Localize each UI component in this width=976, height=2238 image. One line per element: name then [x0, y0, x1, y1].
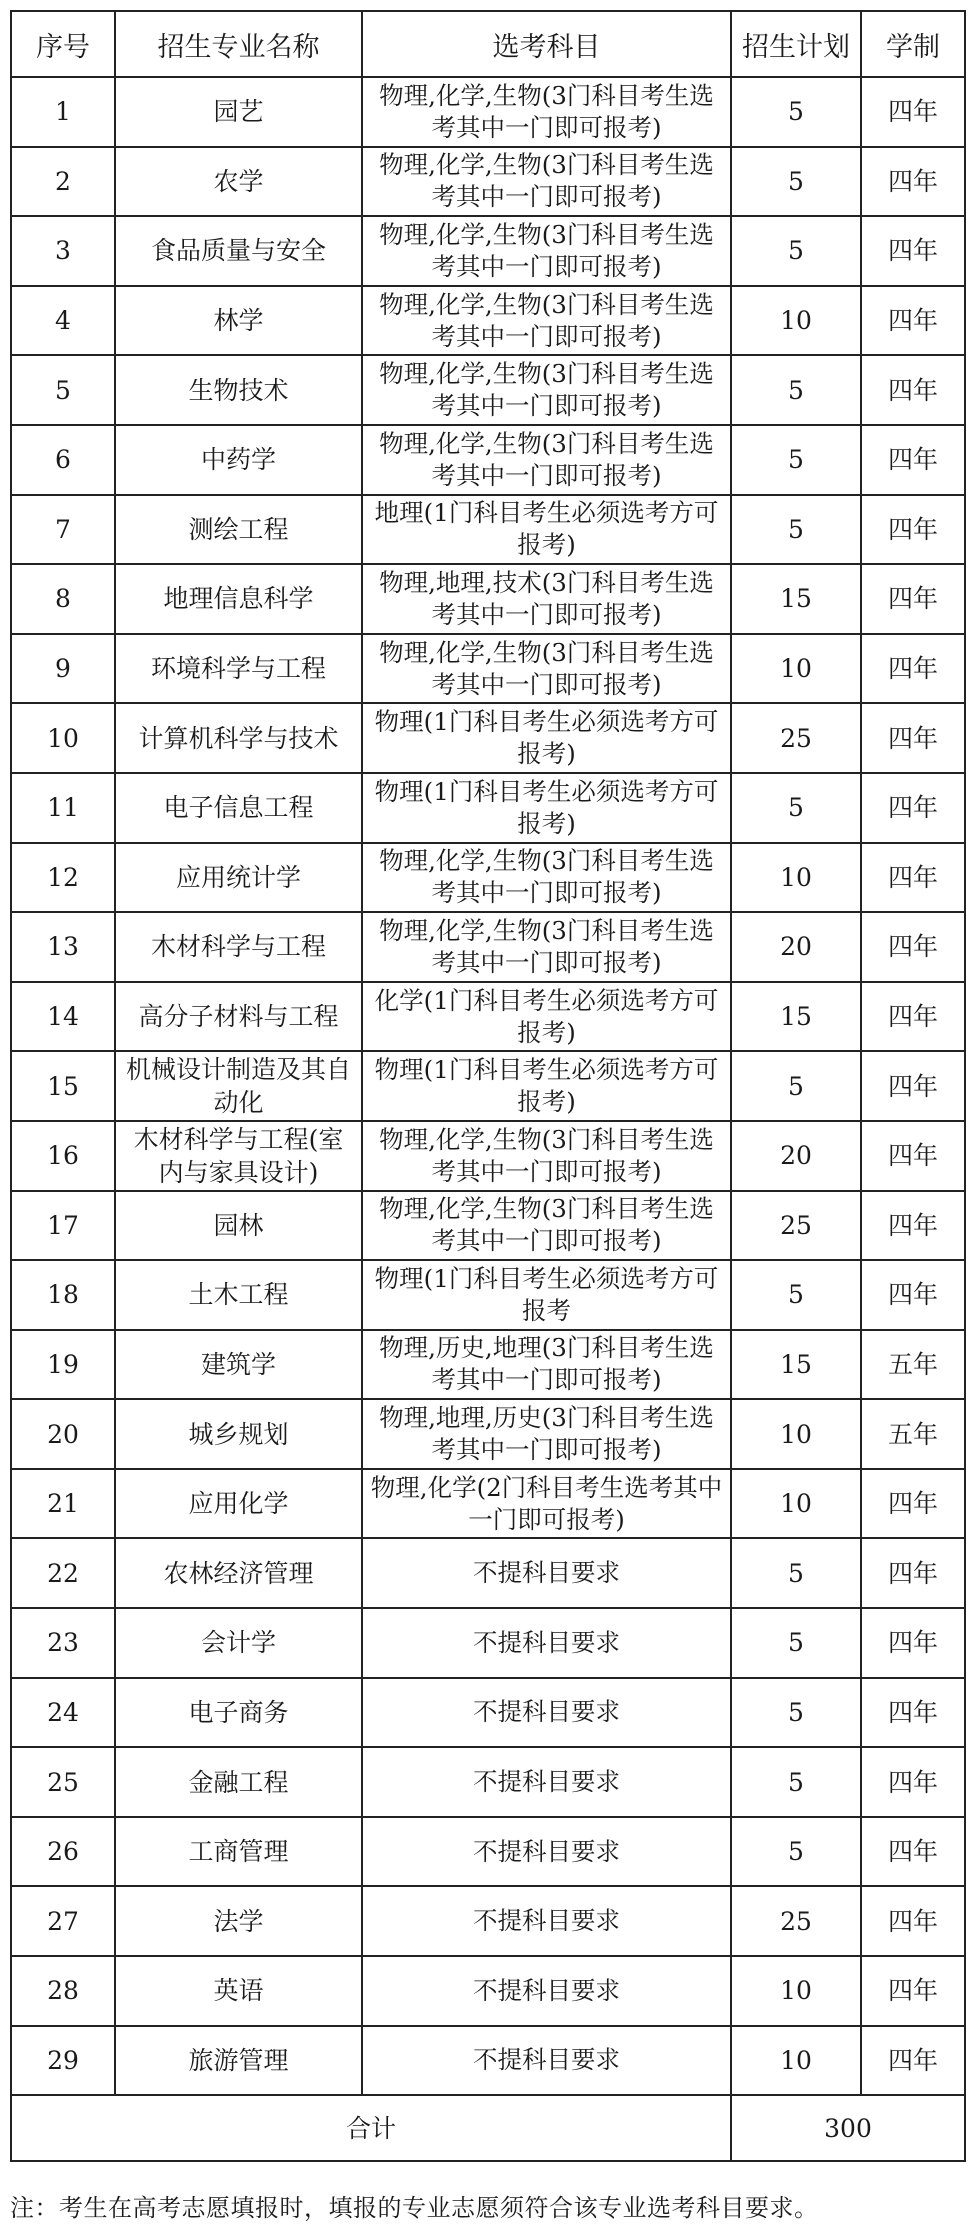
cell-plan: 25	[731, 703, 861, 773]
cell-no: 24	[11, 1678, 115, 1748]
cell-plan: 10	[731, 2026, 861, 2096]
header-subjects: 选考科目	[362, 11, 731, 77]
table-row	[11, 1886, 965, 1956]
cell-no: 6	[11, 425, 115, 495]
cell-plan: 5	[731, 1678, 861, 1748]
table-row	[11, 912, 965, 982]
cell-major: 高分子材料与工程	[115, 982, 362, 1052]
table-row	[11, 1678, 965, 1748]
cell-plan: 5	[731, 773, 861, 843]
table-row	[11, 703, 965, 773]
cell-plan: 5	[731, 1538, 861, 1608]
cell-duration: 四年	[861, 1886, 965, 1956]
cell-plan: 25	[731, 1886, 861, 1956]
cell-duration: 四年	[861, 147, 965, 217]
cell-duration: 四年	[861, 1051, 965, 1121]
cell-plan: 10	[731, 1469, 861, 1539]
table-row	[11, 2026, 965, 2096]
cell-subjects: 不提科目要求	[362, 1608, 731, 1678]
cell-plan: 10	[731, 843, 861, 913]
cell-no: 21	[11, 1469, 115, 1539]
cell-duration: 四年	[861, 1469, 965, 1539]
cell-duration: 四年	[861, 1191, 965, 1261]
cell-major: 法学	[115, 1886, 362, 1956]
cell-plan: 5	[731, 1608, 861, 1678]
cell-subjects: 物理,化学,生物(3门科目考生选考其中一门即可报考)	[362, 634, 731, 704]
cell-subjects: 物理,化学,生物(3门科目考生选考其中一门即可报考)	[362, 355, 731, 425]
cell-subjects: 物理(1门科目考生必须选考方可报考)	[362, 773, 731, 843]
cell-duration: 四年	[861, 1678, 965, 1748]
table-row	[11, 564, 965, 634]
cell-duration: 四年	[861, 425, 965, 495]
cell-subjects: 化学(1门科目考生必须选考方可报考)	[362, 982, 731, 1052]
cell-duration: 四年	[861, 773, 965, 843]
cell-duration: 四年	[861, 703, 965, 773]
total-value: 300	[731, 2095, 965, 2161]
cell-major: 计算机科学与技术	[115, 703, 362, 773]
table-row	[11, 1538, 965, 1608]
cell-subjects: 不提科目要求	[362, 1886, 731, 1956]
cell-subjects: 不提科目要求	[362, 1538, 731, 1608]
cell-major: 农林经济管理	[115, 1538, 362, 1608]
table-row	[11, 147, 965, 217]
cell-major: 生物技术	[115, 355, 362, 425]
cell-plan: 5	[731, 355, 861, 425]
cell-duration: 四年	[861, 286, 965, 356]
cell-no: 4	[11, 286, 115, 356]
cell-major: 环境科学与工程	[115, 634, 362, 704]
cell-subjects: 物理,化学,生物(3门科目考生选考其中一门即可报考)	[362, 1121, 731, 1191]
cell-plan: 25	[731, 1191, 861, 1261]
cell-duration: 四年	[861, 1538, 965, 1608]
cell-subjects: 不提科目要求	[362, 2026, 731, 2096]
cell-subjects: 物理(1门科目考生必须选考方可报考)	[362, 703, 731, 773]
table-row	[11, 1330, 965, 1400]
table-row	[11, 1956, 965, 2026]
cell-duration: 四年	[861, 355, 965, 425]
cell-no: 12	[11, 843, 115, 913]
cell-subjects: 物理,化学,生物(3门科目考生选考其中一门即可报考)	[362, 286, 731, 356]
cell-major: 旅游管理	[115, 2026, 362, 2096]
table-row	[11, 1817, 965, 1887]
cell-major: 建筑学	[115, 1330, 362, 1400]
cell-duration: 四年	[861, 843, 965, 913]
cell-no: 26	[11, 1817, 115, 1887]
cell-duration: 四年	[861, 634, 965, 704]
cell-major: 电子商务	[115, 1678, 362, 1748]
header-no: 序号	[11, 11, 115, 77]
cell-duration: 四年	[861, 982, 965, 1052]
cell-no: 8	[11, 564, 115, 634]
cell-subjects: 物理,化学,生物(3门科目考生选考其中一门即可报考)	[362, 77, 731, 147]
cell-plan: 10	[731, 1399, 861, 1469]
cell-plan: 20	[731, 912, 861, 982]
cell-major: 金融工程	[115, 1747, 362, 1817]
enrollment-table-container	[10, 10, 964, 2162]
cell-plan: 20	[731, 1121, 861, 1191]
cell-no: 25	[11, 1747, 115, 1817]
cell-major: 农学	[115, 147, 362, 217]
cell-subjects: 物理,化学(2门科目考生选考其中一门即可报考)	[362, 1469, 731, 1539]
cell-plan: 5	[731, 1747, 861, 1817]
cell-duration: 四年	[861, 1121, 965, 1191]
cell-duration: 四年	[861, 1260, 965, 1330]
cell-major: 电子信息工程	[115, 773, 362, 843]
cell-duration: 四年	[861, 1747, 965, 1817]
cell-plan: 10	[731, 634, 861, 704]
cell-duration: 四年	[861, 2026, 965, 2096]
cell-no: 1	[11, 77, 115, 147]
cell-subjects: 物理,化学,生物(3门科目考生选考其中一门即可报考)	[362, 216, 731, 286]
cell-major: 应用统计学	[115, 843, 362, 913]
cell-plan: 5	[731, 147, 861, 217]
cell-major: 土木工程	[115, 1260, 362, 1330]
table-row	[11, 1399, 965, 1469]
table-row	[11, 1191, 965, 1261]
cell-major: 中药学	[115, 425, 362, 495]
cell-subjects: 物理(1门科目考生必须选考方可报考	[362, 1260, 731, 1330]
table-row	[11, 843, 965, 913]
cell-subjects: 物理,化学,生物(3门科目考生选考其中一门即可报考)	[362, 425, 731, 495]
cell-duration: 四年	[861, 1817, 965, 1887]
cell-plan: 15	[731, 564, 861, 634]
cell-plan: 10	[731, 1956, 861, 2026]
cell-major: 食品质量与安全	[115, 216, 362, 286]
cell-plan: 5	[731, 1051, 861, 1121]
cell-duration: 四年	[861, 216, 965, 286]
cell-major: 英语	[115, 1956, 362, 2026]
enrollment-plan-table	[10, 10, 966, 2162]
table-row	[11, 982, 965, 1052]
cell-no: 15	[11, 1051, 115, 1121]
cell-no: 10	[11, 703, 115, 773]
cell-subjects: 不提科目要求	[362, 1678, 731, 1748]
cell-no: 29	[11, 2026, 115, 2096]
cell-plan: 5	[731, 77, 861, 147]
cell-major: 测绘工程	[115, 495, 362, 565]
cell-no: 20	[11, 1399, 115, 1469]
table-row	[11, 355, 965, 425]
cell-subjects: 物理,化学,生物(3门科目考生选考其中一门即可报考)	[362, 912, 731, 982]
cell-subjects: 不提科目要求	[362, 1956, 731, 2026]
cell-subjects: 不提科目要求	[362, 1747, 731, 1817]
cell-no: 27	[11, 1886, 115, 1956]
table-row	[11, 773, 965, 843]
total-label: 合计	[11, 2095, 731, 2161]
cell-major: 机械设计制造及其自动化	[115, 1051, 362, 1121]
cell-subjects: 地理(1门科目考生必须选考方可报考)	[362, 495, 731, 565]
cell-plan: 5	[731, 425, 861, 495]
cell-duration: 四年	[861, 1608, 965, 1678]
cell-major: 城乡规划	[115, 1399, 362, 1469]
cell-major: 会计学	[115, 1608, 362, 1678]
header-plan: 招生计划	[731, 11, 861, 77]
table-row	[11, 1608, 965, 1678]
cell-subjects: 物理,地理,历史(3门科目考生选考其中一门即可报考)	[362, 1399, 731, 1469]
table-row	[11, 1260, 965, 1330]
cell-subjects: 物理,化学,生物(3门科目考生选考其中一门即可报考)	[362, 843, 731, 913]
cell-duration: 五年	[861, 1399, 965, 1469]
cell-no: 7	[11, 495, 115, 565]
cell-duration: 四年	[861, 495, 965, 565]
cell-subjects: 物理(1门科目考生必须选考方可报考)	[362, 1051, 731, 1121]
total-row	[11, 2095, 965, 2161]
table-row	[11, 286, 965, 356]
header-duration: 学制	[861, 11, 965, 77]
cell-duration: 五年	[861, 1330, 965, 1400]
cell-plan: 10	[731, 286, 861, 356]
cell-major: 工商管理	[115, 1817, 362, 1887]
table-row	[11, 1469, 965, 1539]
table-row	[11, 1051, 965, 1121]
cell-no: 11	[11, 773, 115, 843]
table-row	[11, 425, 965, 495]
cell-plan: 5	[731, 1817, 861, 1887]
cell-duration: 四年	[861, 912, 965, 982]
cell-no: 23	[11, 1608, 115, 1678]
cell-subjects: 不提科目要求	[362, 1817, 731, 1887]
cell-duration: 四年	[861, 77, 965, 147]
cell-plan: 15	[731, 982, 861, 1052]
cell-no: 13	[11, 912, 115, 982]
cell-no: 19	[11, 1330, 115, 1400]
cell-no: 2	[11, 147, 115, 217]
footnote: 注：考生在高考志愿填报时，填报的专业志愿须符合该专业选考科目要求。	[10, 2194, 819, 2222]
cell-major: 林学	[115, 286, 362, 356]
cell-subjects: 物理,化学,生物(3门科目考生选考其中一门即可报考)	[362, 1191, 731, 1261]
cell-major: 木材科学与工程(室内与家具设计)	[115, 1121, 362, 1191]
cell-no: 9	[11, 634, 115, 704]
table-row	[11, 1747, 965, 1817]
cell-no: 16	[11, 1121, 115, 1191]
cell-major: 应用化学	[115, 1469, 362, 1539]
table-body	[11, 77, 965, 2095]
cell-plan: 5	[731, 1260, 861, 1330]
table-row	[11, 1121, 965, 1191]
cell-no: 18	[11, 1260, 115, 1330]
header-major: 招生专业名称	[115, 11, 362, 77]
cell-subjects: 物理,历史,地理(3门科目考生选考其中一门即可报考)	[362, 1330, 731, 1400]
cell-duration: 四年	[861, 1956, 965, 2026]
cell-plan: 15	[731, 1330, 861, 1400]
table-header-row	[11, 11, 965, 77]
cell-no: 22	[11, 1538, 115, 1608]
cell-duration: 四年	[861, 564, 965, 634]
table-row	[11, 216, 965, 286]
cell-no: 3	[11, 216, 115, 286]
cell-no: 28	[11, 1956, 115, 2026]
cell-major: 园林	[115, 1191, 362, 1261]
table-row	[11, 495, 965, 565]
cell-major: 园艺	[115, 77, 362, 147]
cell-major: 木材科学与工程	[115, 912, 362, 982]
cell-subjects: 物理,地理,技术(3门科目考生选考其中一门即可报考)	[362, 564, 731, 634]
cell-plan: 5	[731, 216, 861, 286]
cell-subjects: 物理,化学,生物(3门科目考生选考其中一门即可报考)	[362, 147, 731, 217]
cell-no: 17	[11, 1191, 115, 1261]
table-row	[11, 77, 965, 147]
cell-no: 14	[11, 982, 115, 1052]
cell-plan: 5	[731, 495, 861, 565]
cell-no: 5	[11, 355, 115, 425]
cell-major: 地理信息科学	[115, 564, 362, 634]
table-row	[11, 634, 965, 704]
